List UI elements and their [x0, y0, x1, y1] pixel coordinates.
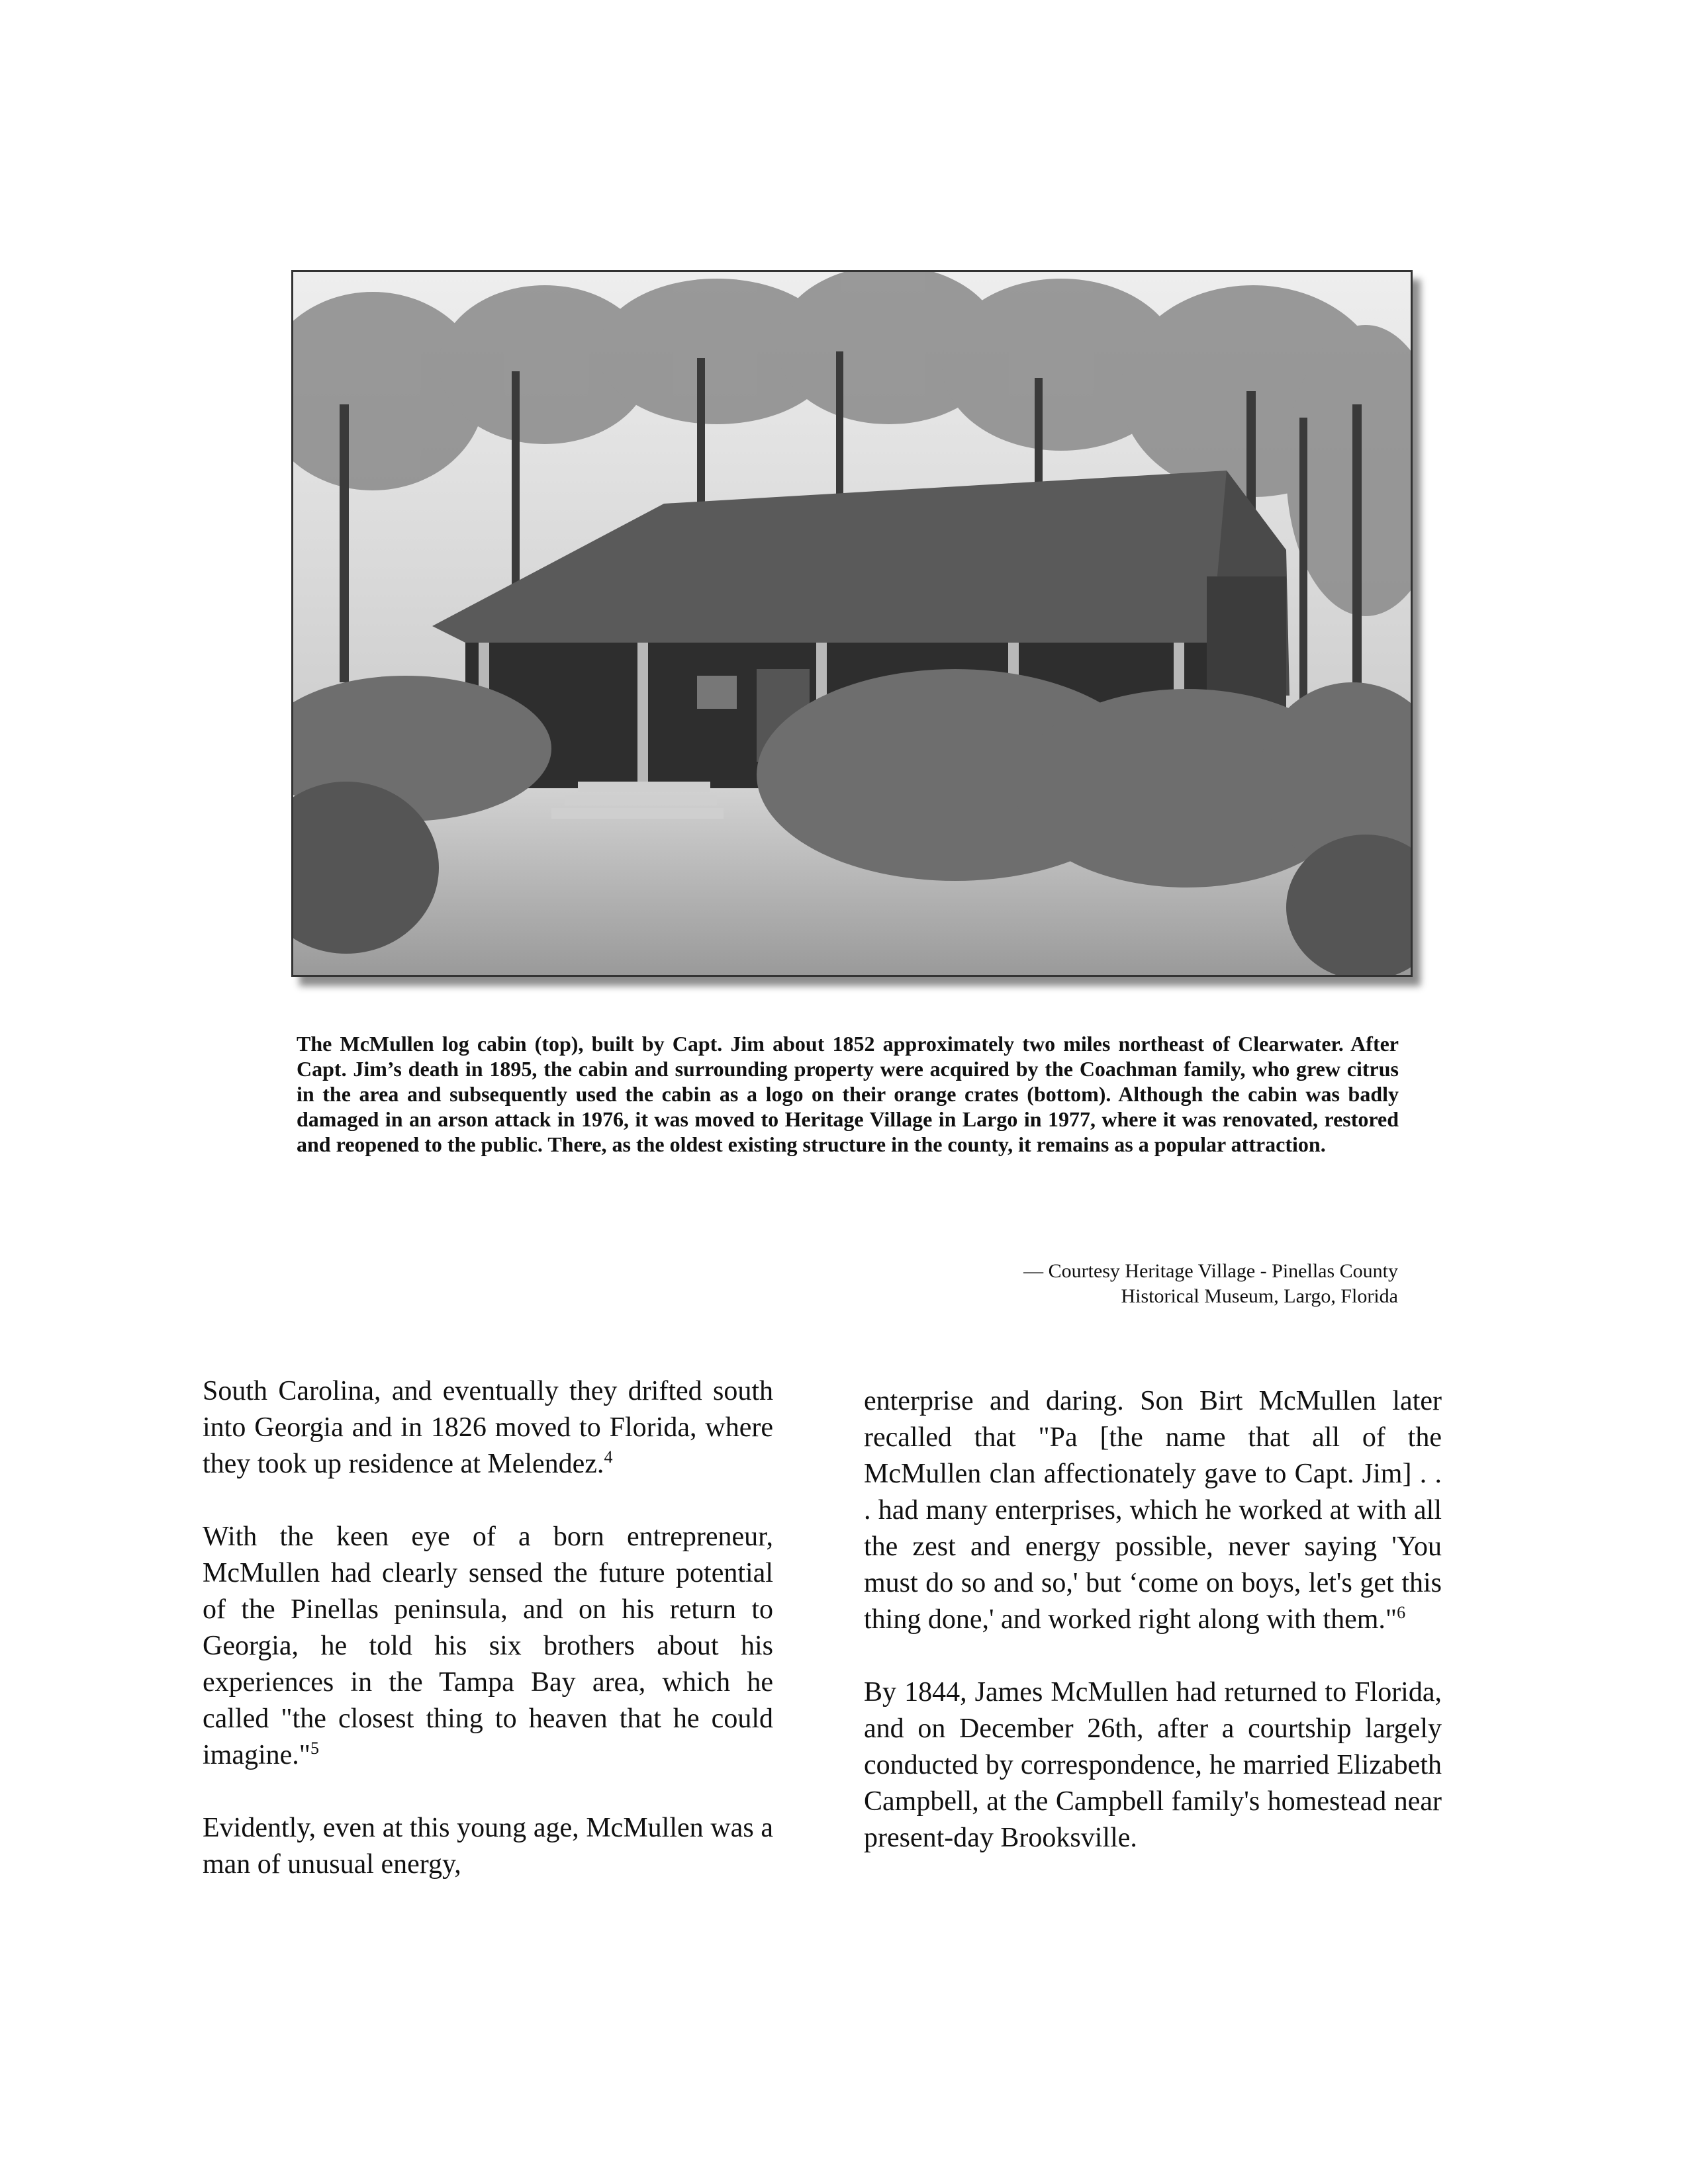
footnote-ref: 4 — [604, 1447, 613, 1467]
paragraph-text: By 1844, James McMullen had returned to Florida, and on December 26th, after a courtship largely conducted by correspondence, he married Elizabeth Campbell, at the Campbell family's homestead near present-day Brooksville. — [864, 1677, 1442, 1853]
figure-caption: The McMullen log cabin (top), built by Capt. Jim about 1852 approximately two miles northeast of Clearwater. After Capt. Jim’s death in 1895, the cabin and surrounding property were acquired by the Coachman family, who grew citrus in the area and subsequently used the cabin as a logo on their orange crates (bottom). Although the cabin was badly damaged in an arson attack in 1976, it was moved to Heritage Village in Largo in 1977, where it was renovated, restored and reopened to the public. There, as the oldest existing structure in the county, it remains as a popular attraction. — [297, 1032, 1399, 1156]
footnote-ref: 5 — [310, 1739, 319, 1758]
footnote-ref: 6 — [1397, 1603, 1406, 1622]
paragraph — [203, 1810, 773, 1883]
paragraph — [864, 1383, 1442, 1638]
paragraph — [864, 1674, 1442, 1856]
photo-credit — [1023, 1259, 1398, 1309]
paragraph — [203, 1519, 773, 1774]
paragraph-text: With the keen eye of a born entrepreneur, McMullen had clearly sensed the future potential of the Pinellas peninsula, and on his return to Georgia, he told his six brothers about his experiences in the Tampa Bay area, which he called "the closest thing to heaven that he could imagine." — [203, 1522, 773, 1770]
credit-line-1: — Courtesy Heritage Village - Pinellas County — [1023, 1260, 1398, 1282]
cabin-photo — [291, 270, 1413, 977]
credit-line-2: Historical Museum, Largo, Florida — [1121, 1285, 1398, 1307]
cabin-photo-illustration — [293, 272, 1411, 975]
paragraph-text: enterprise and daring. Son Birt McMullen later recalled that "Pa [the name that all of the McMullen clan affectionately gave to Capt. Jim] . . . had many enterprises, which he worked at with all the zest and energy possible, never saying 'You must do so and so,' but ‘come on boys, let's get this thing done,' and worked right along with them." — [864, 1386, 1442, 1635]
paragraph-text: South Carolina, and eventually they drifted south into Georgia and in 1826 moved to Florida, where they took up residence at Melendez. — [203, 1376, 773, 1479]
paragraph-text: Evidently, even at this young age, McMullen was a man of unusual energy, — [203, 1813, 773, 1880]
left-column — [203, 1373, 773, 1883]
right-column — [864, 1383, 1442, 1856]
paragraph — [203, 1373, 773, 1482]
